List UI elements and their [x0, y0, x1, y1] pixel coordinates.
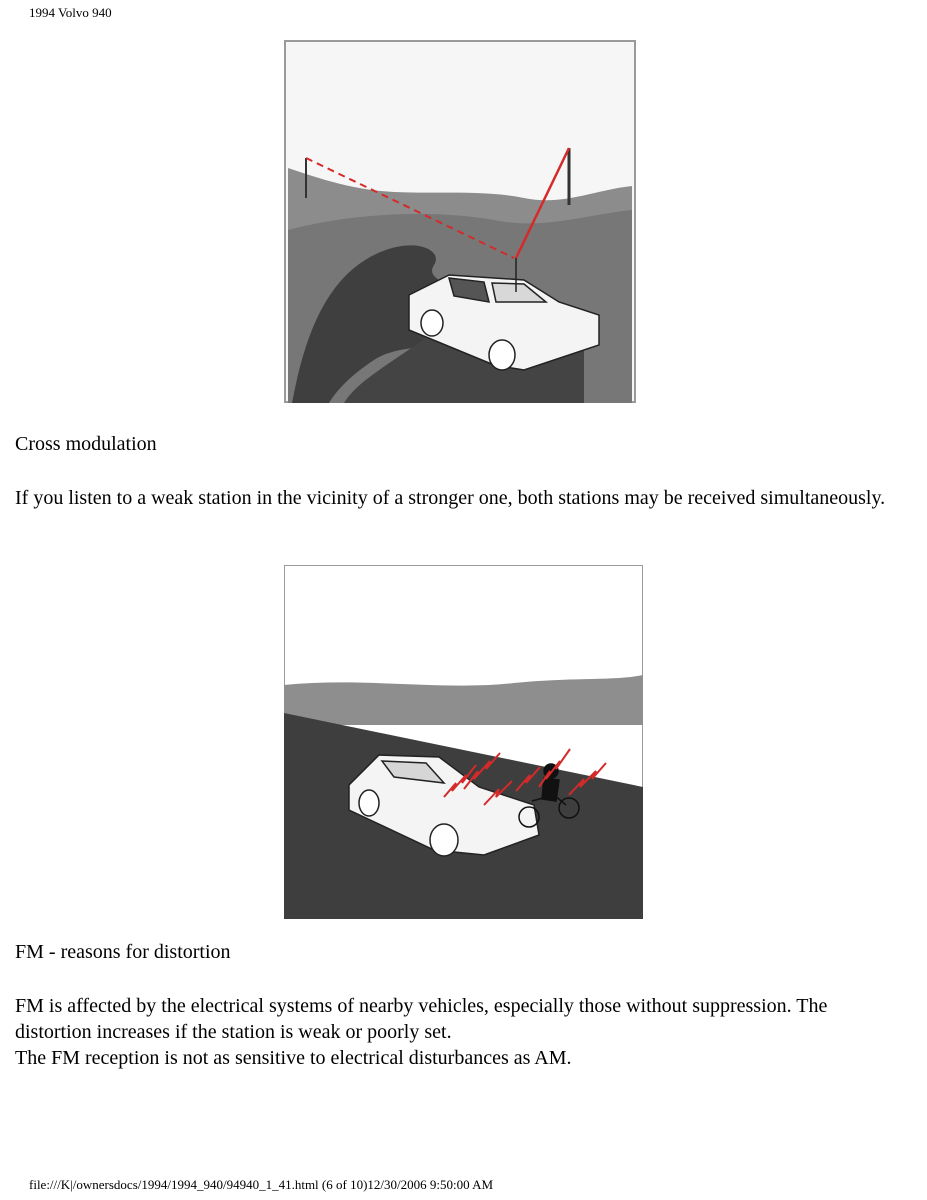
section-heading: FM - reasons for distortion [15, 941, 231, 963]
section-paragraph: The FM reception is not as sensitive to electrical disturbances as AM. [15, 1047, 572, 1069]
cross-modulation-illustration [284, 40, 636, 403]
fm-distortion-illustration [284, 565, 643, 919]
page-footer-url: file:///K|/ownersdocs/1994/1994_940/94940_1_41.html (6 of 10)12/30/2006 9:50:00 AM [29, 1177, 494, 1192]
section-heading: Cross modulation [15, 433, 157, 455]
section-paragraph: If you listen to a weak station in the vicinity of a stronger one, both stations may be received simultaneously. [15, 487, 886, 509]
page-header: 1994 Volvo 940 [29, 5, 112, 20]
section-paragraphs [15, 993, 895, 1071]
section-paragraph: FM is affected by the electrical systems of nearby vehicles, especially those without suppression. The distortion increases if the station is weak or poorly set. [15, 995, 828, 1043]
